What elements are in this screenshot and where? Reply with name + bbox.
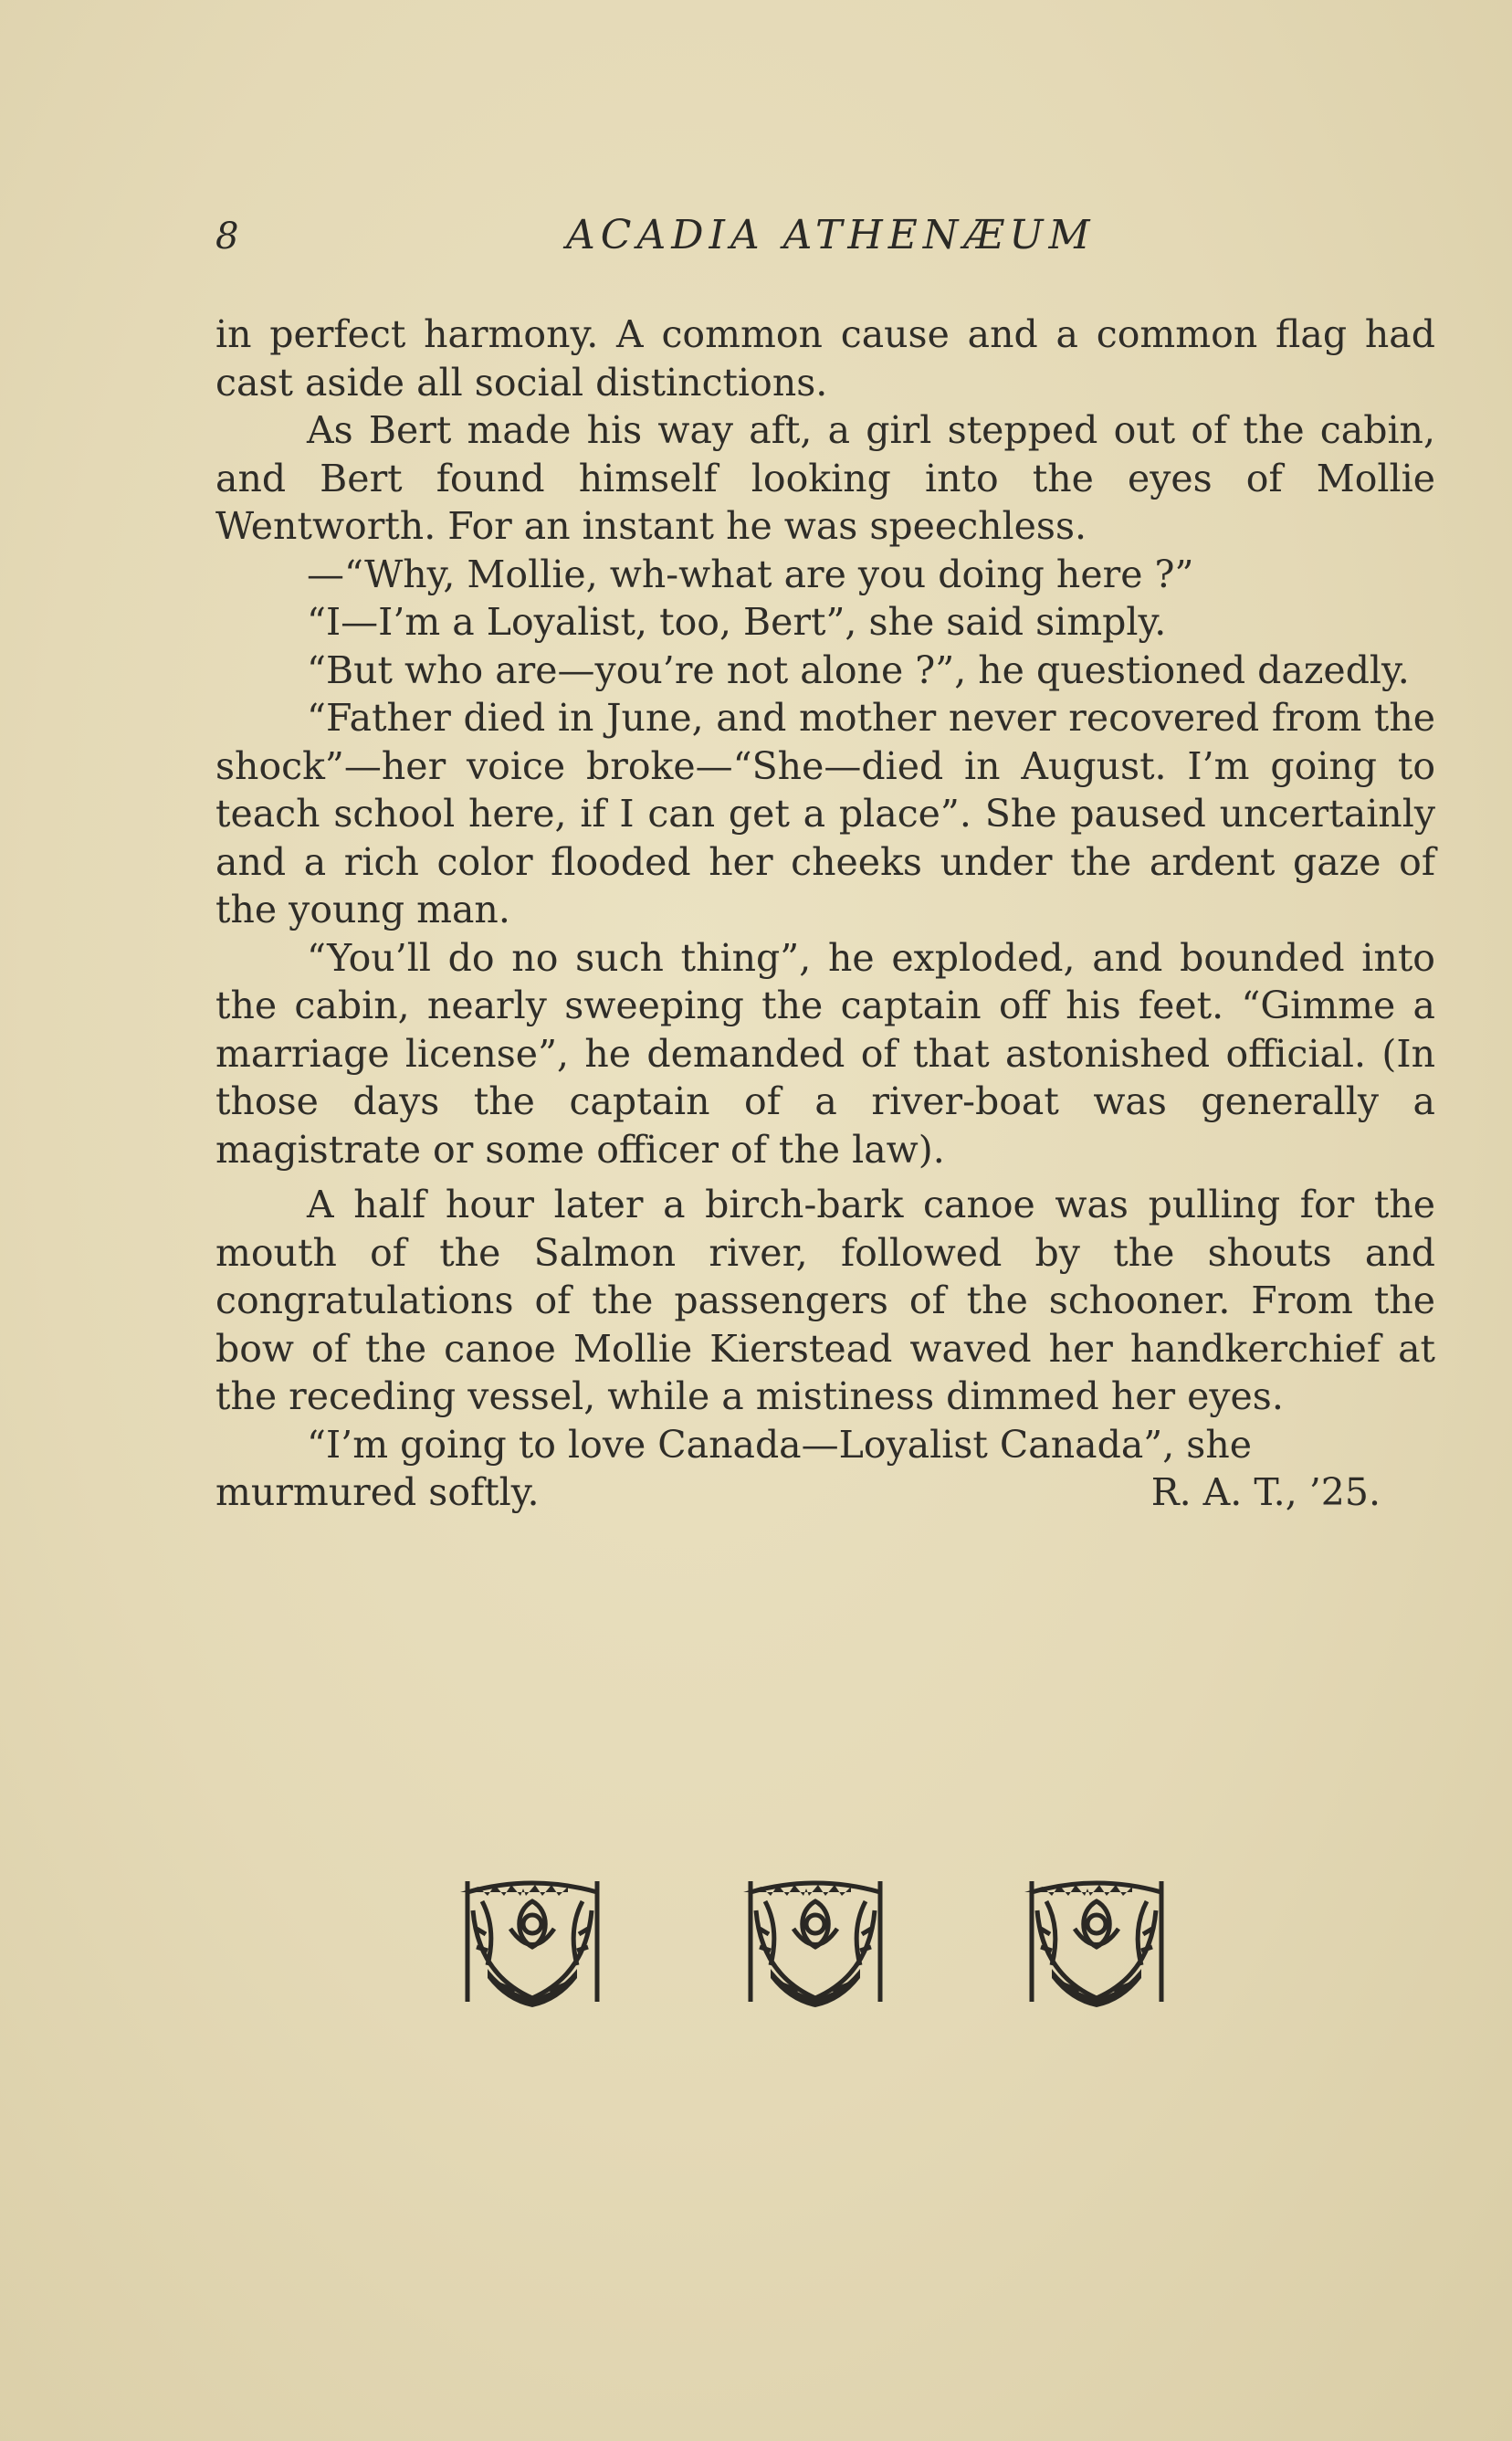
article-body <box>215 310 1435 1517</box>
paragraph: As Bert made his way aft, a girl stepped out of the cabin, and Bert found himself looking into the eyes of Mollie Wentworth. For an instant he was speechless. <box>215 408 1435 548</box>
floral-crest-ornament-icon <box>460 1874 604 2009</box>
paragraph: “Father died in June, and mother never recovered from the shock”—her voice broke—“She—died in August. I’m going to teach school here, if I can get a place”. She paused uncertainly and a rich color flooded her cheeks under the ardent gaze of the young man. <box>215 696 1435 931</box>
running-title: ACADIA ATHENÆUM <box>566 212 1096 258</box>
paragraph: “I—I’m a Loyalist, too, Bert”, she said simply. <box>307 600 1167 644</box>
paragraph: “You’ll do no such thing”, he exploded, and bounded into the cabin, nearly sweeping the captain off his feet. “Gimme a marriage license”, he demanded of that astonished official. (In those days the captain of a river-boat was generally a magistrate or some officer of the law). <box>215 935 1435 1172</box>
author-signature: R. A. T., ’25. <box>1150 1470 1381 1514</box>
paragraph: “But who are—you’re not alone ?”, he questioned dazedly. <box>307 647 1410 692</box>
floral-crest-ornament-icon <box>743 1874 887 2009</box>
page-number: 8 <box>215 216 239 258</box>
page-header <box>215 212 1435 267</box>
floral-crest-ornament-icon <box>1024 1874 1169 2009</box>
paragraph: A half hour later a birch-bark canoe was pulling for the mouth of the Salmon river, followed by the shouts and congratulations of the passengers of the schooner. From the bow of the canoe Mollie Kierstead waved her handkerchief at the receding vessel, while a mistiness dimmed her eyes. <box>215 1183 1435 1418</box>
closing-text: murmured softly. <box>215 1470 540 1514</box>
paragraph: —“Why, Mollie, wh-what are you doing here ?” <box>307 552 1194 596</box>
closing-line <box>215 1468 1435 1517</box>
paragraph: “I’m going to love Canada—Loyalist Canada”, she <box>307 1422 1253 1467</box>
paragraph: in perfect harmony. A common cause and a common flag had cast aside all social distinctions. <box>215 312 1435 405</box>
ornament-row <box>460 1874 1172 2011</box>
